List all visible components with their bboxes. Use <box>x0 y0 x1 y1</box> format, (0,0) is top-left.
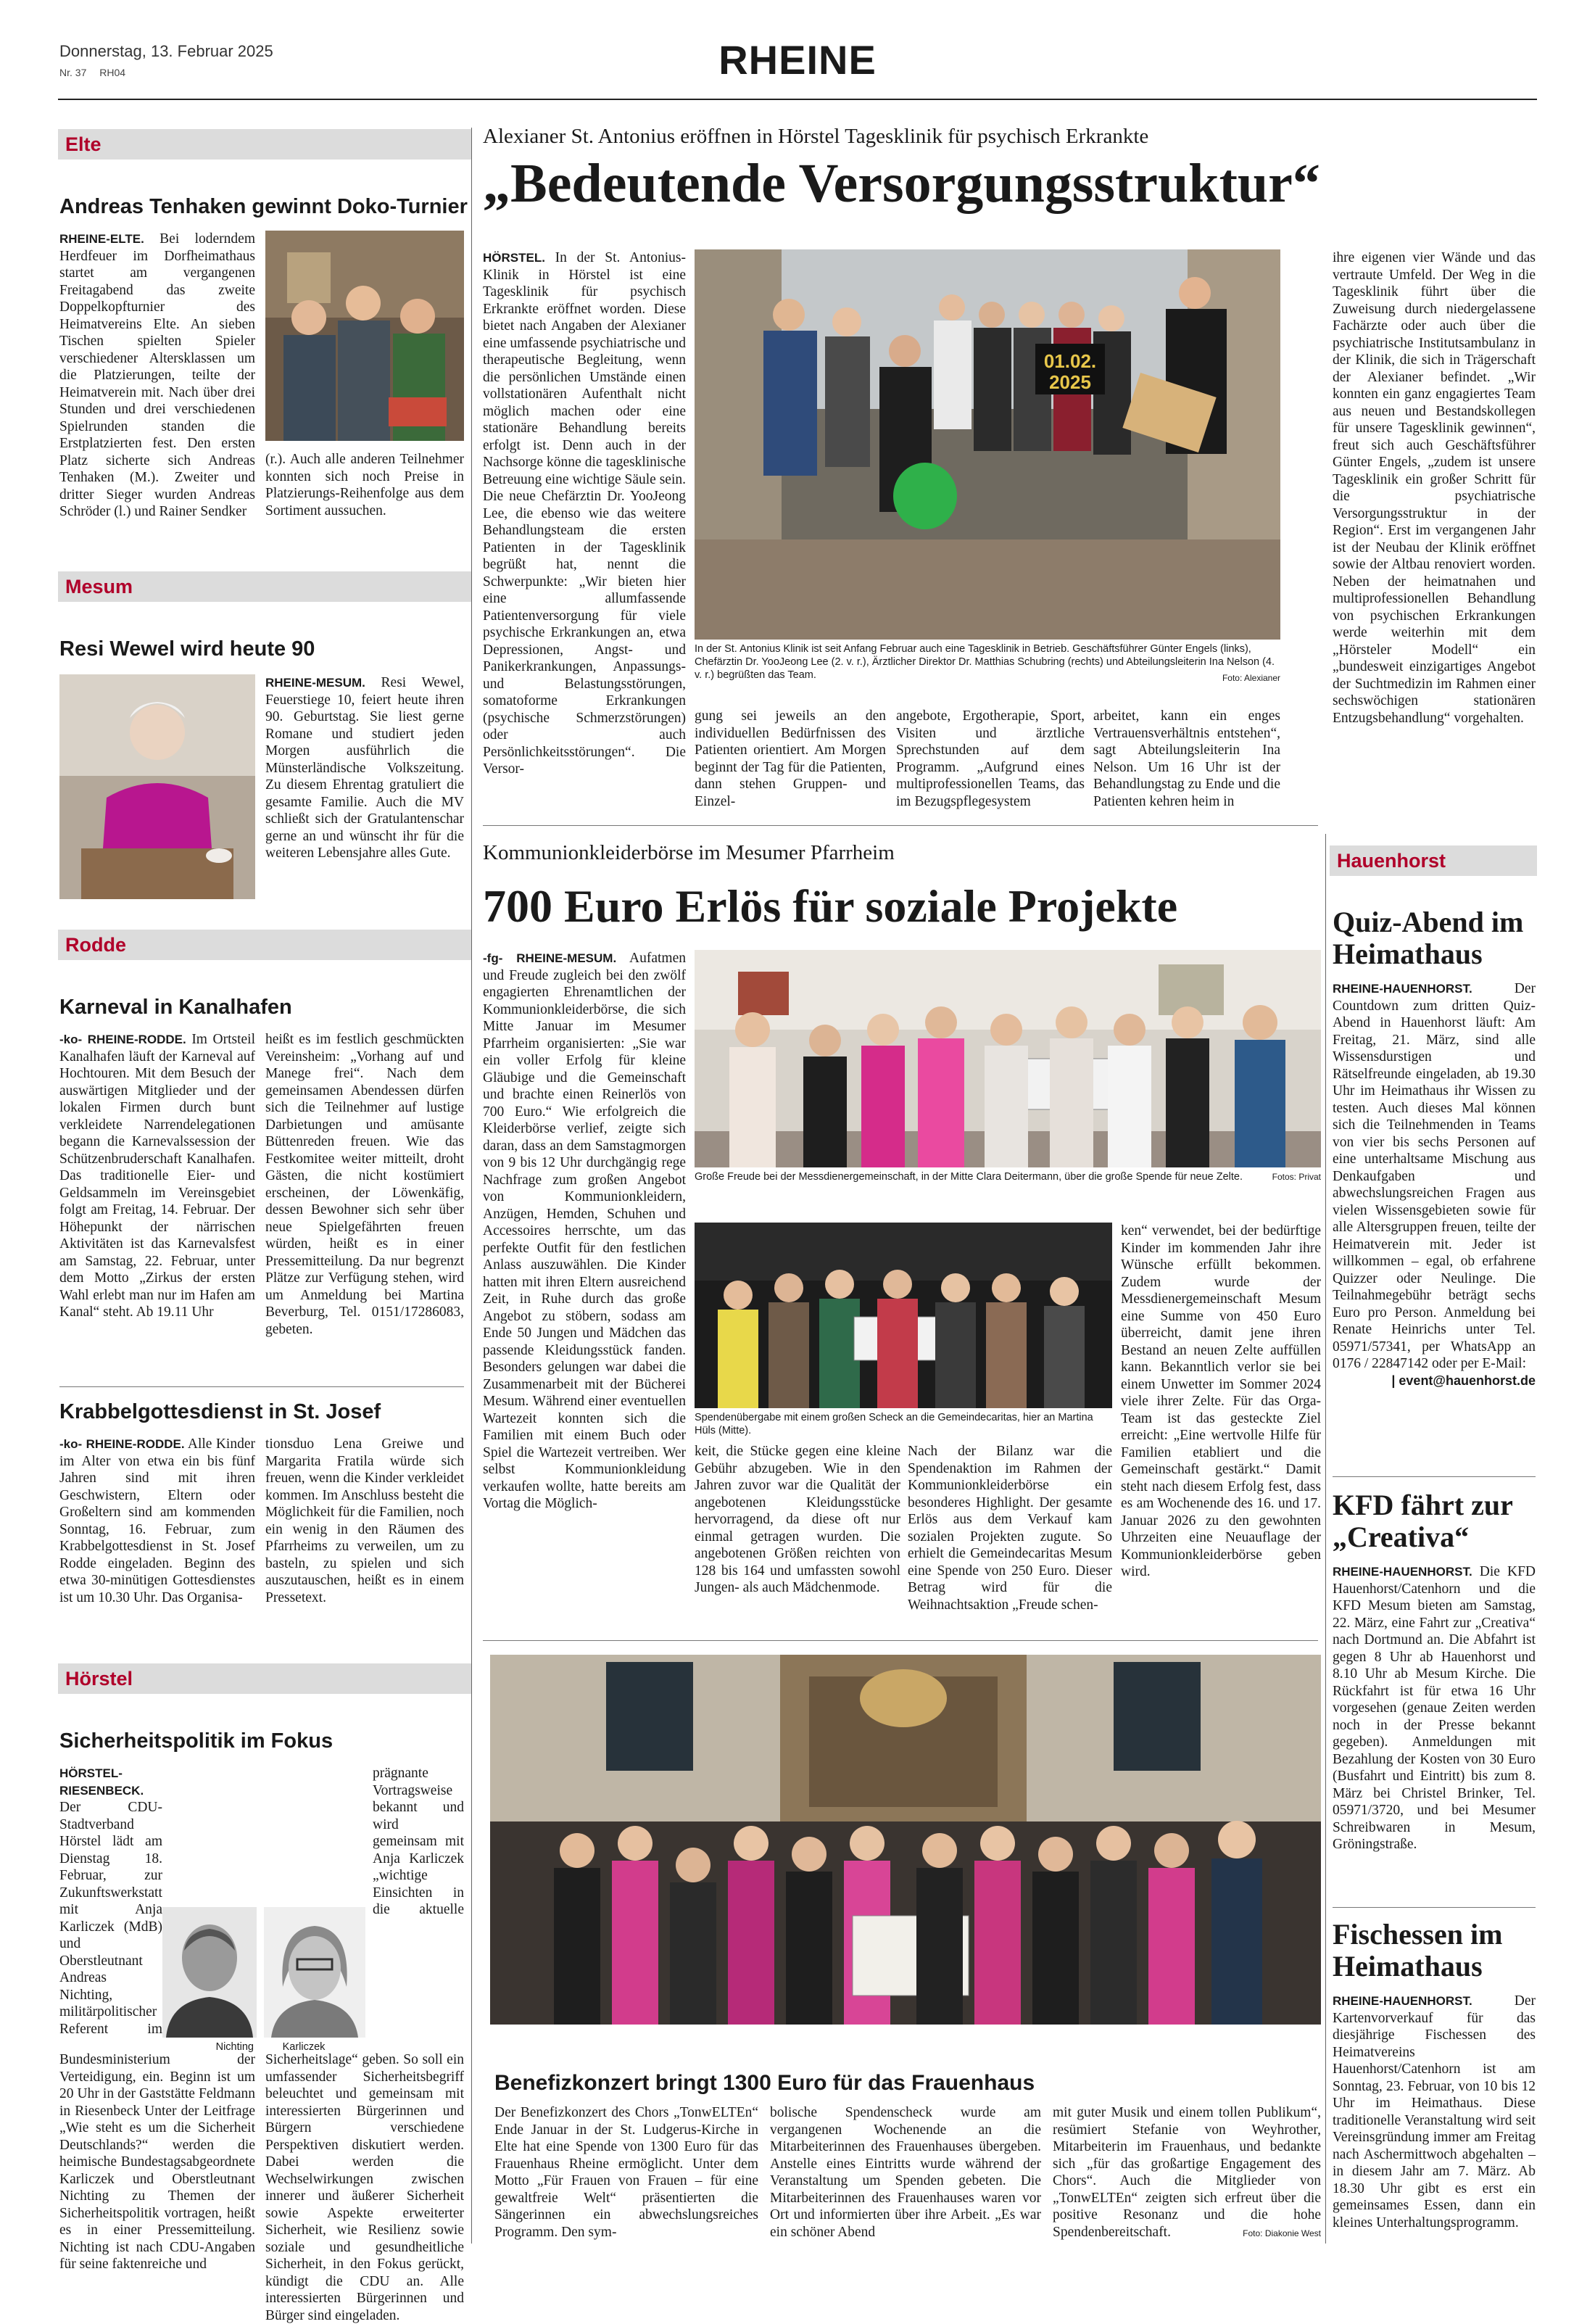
right-column-divider <box>1325 834 1326 2244</box>
second-col1 <box>483 950 686 1617</box>
second-col3: Nach der Bilanz war die Spendenaktion im Rahmen der Kommunionkleiderbörse ein besonderes Highlight. Der gesamte Erlös aus dem Verkauf kam sozialen Projekten zugute. So erhielt die Gemeindecaritas Mesum eine Spende von 250 Euro. Dieser Betrag wird für die Weihnachtsaktion „Freude schen- <box>908 1444 1112 1613</box>
rodde-prefix-2: -ko- <box>59 1437 83 1451</box>
lead-dateline: HÖRSTEL. <box>483 251 545 265</box>
lead-body-1: In der St. Antonius-Klinik in Hörstel ist eine Tagesklinik für psychisch Erkrankte eröffnet worden. Diese bietet nach Angaben der Alexianer eine umfassende psychiatrische und therapeutische Begleitung, wenn die persönlichen Umstände einen vollstationären Aufenthalt nicht möglich machen oder eine stationäre Behandlung bereits erfolgt ist. Denn auch in der Nachsorge könne die tagesklinische Betreuung eine wichtige Säule sein. Die neue Chefärztin Dr. YooJeong Lee, die ebenso wie das weitere Behandlungsteam die ersten Patienten in der Tagesklinik begrüßt hat, nennt die Schwerpunkte: „Wir bieten hier eine allumfassende Patientenversorgung für viele psychische Erkrankungen an, etwa Depressionen, Angst- und Panikerkrankungen, Anpassungs- und Belastungsstörungen, somatoforme Erkrankungen (psychische Schmerzstörungen) oder auch Persönlichkeitsstörungen“. Die Versor- <box>483 250 686 777</box>
masthead-rule <box>58 99 1537 100</box>
elte-text-b: (r.). Auch alle anderen Teilnehmer konnten sich noch Preise in Platzierungs-Reihenfolge aus dem Sortiment aussuchen. <box>265 452 464 518</box>
rodde-text-1a <box>59 1031 255 1378</box>
lead-col2: gung sei jeweils an den individuellen Bedürfnissen des Patienten orientiert. Am Morgen beginnt der Tag für die Patienten, dann stehen Gruppen- und Einzel- <box>695 708 886 809</box>
concert-headline: Benefizkonzert bringt 1300 Euro für das Frauenhaus <box>494 2071 1035 2095</box>
elte-body-a: Bei loderndem Herdfeuer im Dorfheimathaus startet am vergangenen Freitagabend das zweite Doppelkopfturnier des Heimatvereins Elte. An sieben Tischen spielten Spieler verschiedener Altersklassen um die Platzierungen, teilte der Heimatverein mit. Nach über drei Stunden und drei verschiedenen Spielrunden standen die Erstplatzierten fest. Den ersten Platz sicherte sich Andreas Tenhaken (M.). Zweiter und dritter Sieger wurden Andreas Schröder (l.) und Rainer Sendker <box>59 231 255 519</box>
concert-photo <box>490 1655 1321 2025</box>
quiz-email-text: event@hauenhorst.de <box>1399 1373 1536 1388</box>
issue-number: Nr. 37 <box>59 67 87 78</box>
hoerstel-body-b: prägnante Vortragsweise bekannt und wird gemeinsam mit Anja Karliczek „wichtige Einsichten in die aktuelle Sicherheitslage“ geben. So soll ein umfassender Sicherheitsbegriff beleuchtet und gemeinsam mit interessierten Bürgerinnen und Bürgern verschiedene Perspektiven diskutiert werden. Dabei werden die Wechselwirkungen zwischen innerer und äußerer Sicherheit sowie Aspekte erweiterter Sicherheit, wie Resilienz sowie soziale und gesundheitliche Sicherheit, in den Fokus gerückt, kündigt die CDU an. Alle interessierten Bürgerinnen und Bürger sind eingeladen. <box>265 1766 464 2323</box>
lead-col5: ihre eigenen vier Wände und das vertraute Umfeld. Der Weg in die Tagesklinik führt über die Zuweisung durch niedergelassene Fachärzte oder auch über die psychiatrische Institutsambulanz in der Klinik, die sich in Trägerschaft der Alexianer befindet. „Wir konnten ein ganz engagiertes Team aus neuen und Bestandskollegen für unsere Tagesklinik gewinnen“, freut sich auch Geschäftsführer Günter Engels, „zudem ist unsere Tagesklinik ein großer Schritt für die psychiatrische Versorgungsstruktur in der Region“. Erst im vergangenen Jahr ist der Neubau der Klinik eröffnet sowie der Altbau renoviert worden. Neben der heimatnahen und multiprofessionellen Behandlung von psychischen Erkrankungen werde weiterhin mit dem „Hörsteler Modell“ ein „bundesweit einzigartiges Angebot der Suchtmedizin im Rahmen einer sechswöchigen stationären Entzugsbehandlung“ vorgehalten. <box>1333 250 1536 726</box>
lead-photo-credit: Foto: Alexianer <box>1222 673 1280 683</box>
lead-col3: angebote, Ergotherapie, Sport, Visiten und ärztliche Sprechstunden auf dem Programm. „Aufgrund eines multiprofessionellen Teams, das im Bezugspflegesystem <box>896 708 1085 809</box>
fisch-text <box>1333 1993 1536 2244</box>
mesum-body: Resi Wewel, Feuerstiege 10, feiert heute ihren 90. Geburtstag. Sie liest gerne Romane und studiert jeden Morgen ausführlich die Münsterländische Volkszeitung. Zu diesem Ehrentag gratuliert die gesamte Familie. Auch die MV schließt sich der Gratulantenschar gerne an und wünscht ihr für die weiteren Lebensjahre alles Gute. <box>265 675 464 861</box>
lead-col4: arbeitet, kann ein enges Vertrauensverhältnis entstehen“, sagt Abteilungsleiterin Ina Nelson. Um 16 Uhr ist der Behandlungstag zu Ende und die Patienten kehren heim in <box>1093 708 1280 809</box>
right-divider-2 <box>1333 1907 1536 1908</box>
second-photo-2 <box>695 1223 1112 1408</box>
second-prefix: -fg- <box>483 951 503 965</box>
rodde-headline-1: Karneval in Kanalhafen <box>59 996 292 1019</box>
second-photo-2-caption: Spendenübergabe mit einem großen Scheck an die Gemeindecaritas, hier an Martina Hüls (Mitte). <box>695 1412 1093 1436</box>
second-col2: keit, die Stücke gegen eine kleine Gebühr abzugeben. Wie in den Jahren zuvor war die Qualität der angebotenen Kleidungsstücke hervorragend, da diese oft nur einmal getragen wurden. Die angebotenen Größen reichten von 128 bis 164 und umfassten sowohl Jungen- als auch Mädchenmode. <box>695 1444 900 1595</box>
concert-col2: bolische Spendenscheck wurde am vergangenen Wochenende an die Mitarbeiterinnen des Frauenhauses übergeben. Anstelle eines Eintritts wurde während der Veranstaltung um Spenden gebeten. Die Mitarbeiterinnen des Frauenhauses waren vor Ort und informierten über ihre Arbeit. „Es war ein schöner Abend <box>770 2105 1041 2240</box>
concert-col3 <box>1053 2104 1321 2242</box>
hoerstel-photo-spacer-2 <box>265 1765 373 2051</box>
nichting-photo <box>162 1907 257 2038</box>
second-photo-credit: Fotos: Privat <box>1272 1172 1321 1182</box>
section-title: RHEINE <box>718 37 877 83</box>
quiz-dateline: RHEINE-HAUENHORST. <box>1333 982 1472 996</box>
fisch-headline: Fischessen im Heimathaus <box>1333 1918 1503 1982</box>
fisch-body: Der Kartenvorverkauf für das diesjährige Fischessen des Heimatvereins Hauenhorst/Catenhorn ist am Sonntag, 23. Februar, von 10 bis 12 Uhr im Heimathaus. Diese traditionelle Veranstaltung wird seit Vereinsgründung immer am Freitag nach Aschermittwoch abgehalten – in diesem Jahr am 7. März. Ab 18.30 Uhr gibt es erst ein gemeinsames Essen, dann ein kleines Unterhaltungsprogramm. <box>1333 1993 1536 2230</box>
lead-col1 <box>483 249 686 815</box>
lead-photo-badge-2: 2025 <box>1049 371 1091 393</box>
right-divider-1 <box>1333 1476 1536 1477</box>
second-headline: 700 Euro Erlös für soziale Projekte <box>483 880 1178 932</box>
rodde-text-2a <box>59 1436 255 1636</box>
second-bottom-rule <box>483 1640 1318 1641</box>
tag-elte: Elte <box>58 129 471 160</box>
hoerstel-dateline: HÖRSTEL-RIESENBECK. <box>59 1766 144 1798</box>
quiz-email[interactable] <box>1333 1373 1536 1390</box>
mesum-dateline: RHEINE-MESUM. <box>265 676 365 690</box>
second-col4: ken“ verwendet, bei der bedürftige Kinder im kommenden Jahr ihre Wünsche erfüllt bekommen. Zudem wurde der Messdienergemeinschaft Mesum eine Summe von 450 Euro überreicht, damit jene ihren Bestand an neuen Zelte auffüllen kann. Bekanntlich verlor sie bei einem Unwetter im Sommer 2024 viele ihrer Zelte. Für das Orga-Team ist das gesteckte Ziel erreicht: „Eine wertvolle Hilfe für Familien etabliert und die Gemeinschaft gestärkt.“ Damit steht nach diesem Erfolg fest, dass es am Wochenende des 16. und 17. Januar 2026 zu den gewohnten Uhrzeiten eine Neuauflage der Kommunionkleiderbörse geben wird. <box>1121 1223 1321 1579</box>
hoerstel-headline: Sicherheitspolitik im Fokus <box>59 1729 334 1753</box>
second-photo-1-caption <box>695 1170 1321 1183</box>
nichting-caption: Nichting <box>215 2041 254 2053</box>
rodde-text-1b: heißt es im festlich geschmückten Vereinsheim: „Vorhang auf und Manege frei“. Nach dem gemeinsamen Abendessen dürfen sich die Teilnehmer auf lustige Darbietungen und amüsante Büttenreden freuen. Wie das Festkomitee weiter mitteilt, droht Gästen, die nicht kostümiert erscheinen, der Löwenkäfig, dessen Bewohner sich sehr über neue Spielgefährten freuen würden, heißt es in einer Pressemitteilung. Da nur begrenzt Plätze zur Verfügung stehen, wird um Anmeldung bei Martina Beverburg, Tel. 0151/17286083, gebeten. <box>265 1032 464 1337</box>
lead-kicker: Alexianer St. Antonius eröffnen in Hörstel Tagesklinik für psychisch Erkrankte <box>483 125 1149 148</box>
concert-col1: Der Benefizkonzert des Chors „TonwELTEn“ Ende Januar in der St. Ludgerus-Kirche in Elte hat eine Spende von 1300 Euro für das Frauenhaus Rheine ermöglicht. Unter dem Motto „Für Frauen von Frauen – für eine gewaltfreie Welt“ präsentierten die Sängerinnen ein abwechslungsreiches Programm. Den sym- <box>494 2105 758 2240</box>
karliczek-caption: Karliczek <box>282 2041 326 2053</box>
left-column-divider <box>471 128 472 2244</box>
lead-bottom-rule <box>483 825 1318 826</box>
quiz-text <box>1333 980 1536 1459</box>
kfd-text <box>1333 1563 1536 1890</box>
kfd-body: Die KFD Hauenhorst/Catenhorn und die KFD Mesum bieten am Samstag, 22. März, eine Fahrt zur „Creativa“ nach Dortmund an. Die Abfahrt ist gegen 8 Uhr ab Hauenhorst und 8.10 Uhr ab Mesum Kirche. Die Rückfahrt ist für etwa 16 Uhr vorgesehen (genaue Zeiten werden noch in der Presse bekannt gegeben). Anmeldungen mit Bezahlung der Kosten von 30 Euro (Busfahrt und Eintritt) bis zum 8. März bei Christel Brinker, Tel. 05971/3720, und bei Mesumer Schreibwaren in Mesum, Gröningstraße. <box>1333 1564 1536 1852</box>
mesum-photo <box>59 674 255 899</box>
kfd-dateline: RHEINE-HAUENHORST. <box>1333 1565 1472 1579</box>
rodde-headline-2: Krabbelgottesdienst in St. Josef <box>59 1400 381 1423</box>
mesum-headline: Resi Wewel wird heute 90 <box>59 637 315 661</box>
elte-photo <box>265 231 464 441</box>
elte-text-a <box>59 231 255 532</box>
rodde-body-1a: Im Ortsteil Kanalhafen läuft der Karneval auf Hochtouren. Mit dem Besuch der auswärtigen Mitglieder und der lokalen Firmen durch bunt verkleidete Narrendelegationen begann die Karnevalssession der Schützenbruderschaft Kanalhafen. Das traditionelle Eier- und Geldsammeln im Vereinsgebiet folgt am Freitag, 14. Februar. Der Höhepunkt der närrischen Aktivitäten ist das Karnevalsfest am Samstag, 22. Februar, unter dem Motto „Zirkus der ersten Wahl erlebt man nur im Hafen am Kanal“ steht. Ab 19.11 Uhr <box>59 1032 256 1320</box>
quiz-headline: Quiz-Abend im Heimathaus <box>1333 906 1524 970</box>
rodde-prefix-1: -ko- <box>59 1033 83 1046</box>
concert-credit: Foto: Diakonie West <box>1243 2228 1321 2238</box>
concert-body-3: mit guter Musik und einem tollen Publikum“, resümiert Stefanie von Weyhrother, Mitarbeiterin im Frauenhaus, und bedankte sich „für das großartige Engagement des Chors“. Auch die Mitglieder von „TonwELTEn“ zeigten sich erfreut über die positive Resonanz und die hohe Spendenbereitschaft. <box>1053 2105 1321 2240</box>
rodde-dateline-2: RHEINE-RODDE. <box>86 1437 185 1451</box>
tag-mesum: Mesum <box>58 571 471 602</box>
rodde-body-2a: Alle Kinder im Alter von etwa ein bis fünf Jahren sind mit ihren Geschwistern, Eltern oder Großeltern sind am kommenden Sonntag, 16. Februar, zum Krabbelgottesdienst in St. Josef Rodde eingeladen. Beginn des etwa 30-minütigen Gottesdienstes ist um 10.30 Uhr. Das Organisa- <box>59 1436 255 1605</box>
lead-photo <box>695 249 1280 640</box>
quiz-email-bar: | <box>1391 1373 1399 1388</box>
rodde-divider <box>59 1386 464 1387</box>
kfd-headline: KFD fährt zur „Creativa“ <box>1333 1489 1513 1553</box>
lead-photo-caption <box>695 642 1280 685</box>
lead-photo-badge-1: 01.02. <box>1043 350 1097 372</box>
lead-caption-text: In der St. Antonius Klinik ist seit Anfang Februar auch eine Tagesklinik in Betrieb. Geschäftsführer Günter Engels (links), Chefärztin Dr. YooJeong Lee (2. v. r.), Ärztlicher Direktor Dr. Matthias Schubring (rechts) und Abteilungsleiterin Ina Nelson (4. v. r.) begrüßten das Team. <box>695 643 1275 681</box>
lead-headline: „Bedeutende Versorgungsstruktur“ <box>483 153 1320 214</box>
elte-headline: Andreas Tenhaken gewinnt Doko-Turnier <box>59 195 468 218</box>
issue-code: RH04 <box>99 67 126 78</box>
second-caption-1-text: Große Freude bei der Messdienergemeinschaft, in der Mitte Clara Deitermann, über die große Spende für neue Zelte. <box>695 1171 1243 1183</box>
mesum-text <box>265 674 464 901</box>
hoerstel-text-b <box>265 1765 464 2323</box>
rodde-dateline-1: RHEINE-RODDE. <box>87 1033 186 1046</box>
rodde-text-2b: tionsduo Lena Greiwe und Margarita Fratila würde sich freuen, wenn die Kinder verkleidet kommen. Im Anschluss besteht die Möglichkeit für die Familien, noch ein wenig in den Räumen des Pfarrheims zu verweilen, um zu basteln, zu spielen und sich auszutauschen, heißt es in einem Pressetext. <box>265 1436 464 1605</box>
tag-hoerstel: Hörstel <box>58 1663 471 1694</box>
fisch-dateline: RHEINE-HAUENHORST. <box>1333 1994 1472 2008</box>
second-kicker: Kommunionkleiderbörse im Mesumer Pfarrheim <box>483 841 895 864</box>
second-photo-1 <box>695 950 1321 1167</box>
tag-rodde: Rodde <box>58 930 471 960</box>
masthead-date: Donnerstag, 13. Februar 2025 <box>59 42 273 60</box>
tag-hauenhorst: Hauenhorst <box>1330 845 1537 876</box>
quiz-body: Der Countdown zum dritten Quiz-Abend in Hauenhorst läuft: Am Freitag, 21. März, sind alle Wissensdurstigen und Rätselfreunde eingeladen, ab 19.30 Uhr im Heimathaus ihr Wissen zu testen. Auch dieses Mal können sich die Teilnehmenden in Teams von vier bis sechs Personen auf eine unterhaltsame Mischung aus Denkaufgaben und abwechslungsreichen Fragen aus vielen Wissensgebieten sowie für alle Altersgruppen freuen, teilte der Heimatverein mit. Jeder ist willkommen – egal, ob erfahrene Quizzer oder Neulinge. Die Teilnahmegebühr beträgt sechs Euro pro Person. Anmeldung bei Renate Heinrichs unter Tel. 05971/57341, per WhatsApp an 0176 / 22847142 oder per E-Mail: <box>1333 981 1536 1371</box>
elte-dateline: RHEINE-ELTE. <box>59 232 144 246</box>
hoerstel-body-a: Der CDU-Stadtverband Hörstel lädt am Dienstag 18. Februar, zur Zukunftswerkstatt mit Anja Karliczek (MdB) und Oberstleutnant Andreas Nichting, militärpolitischer Referent im Bundesministerium der Verteidigung, ein. Beginn ist um 20 Uhr in der Gaststätte Feldmann in Riesenbeck Unter der Leitfrage „Wie steht es um die Sicherheit Deutschlands?“ werden die heimische Bundestagsabgeordnete Karliczek und Oberstleutnant Nichting zu Themen der Sicherheitspolitik vortragen, heißt es in einer Pressemitteilung. Nichting ist nach CDU-Angaben für seine faktenreiche und <box>59 1800 255 2272</box>
second-body-1: Aufatmen und Freude zugleich bei den zwölf engagierten Ehrenamtlichen der Kommunionkleiderbörse, die sich Mitte Januar im Mesumer Pfarrheim organisierten: „Sie war ein voller Erfolg für kleine Gläubige und die Gemeinschaft und brachte einen Reinerlös von 700 Euro.“ Wie erfolgreich die Kleiderbörse verlief, zeigte sich daran, dass an dem Samstagmorgen von 9 bis 12 Uhr durchgängig rege Nachfrage zum großen Angebot von Kommunionkleidern, Anzügen, Hemden, Schuhen und Accessoires herrschte, um das perfekte Outfit für den festlichen Anlass auszuwählen. Die Kinder hatten mit ihren Eltern ausreichend Zeit, in Ruhe durch das große Angebot zu stöbern, sodass am Ende 50 Jungen und Mädchen das passende Kleidungsstück fanden. Besonders gelungen war dabei die Zusammenarbeit mit der Bücherei Mesum. Während einer eventuellen Wartezeit konnten sich die Familien mit einem Buch oder Spiel die Wartezeit vertreiben. Wer selbst Kommunionkleidung verkaufen wollte, hatte bereits am Vortag die Möglich- <box>483 951 686 1511</box>
second-dateline: RHEINE-MESUM. <box>516 951 617 965</box>
